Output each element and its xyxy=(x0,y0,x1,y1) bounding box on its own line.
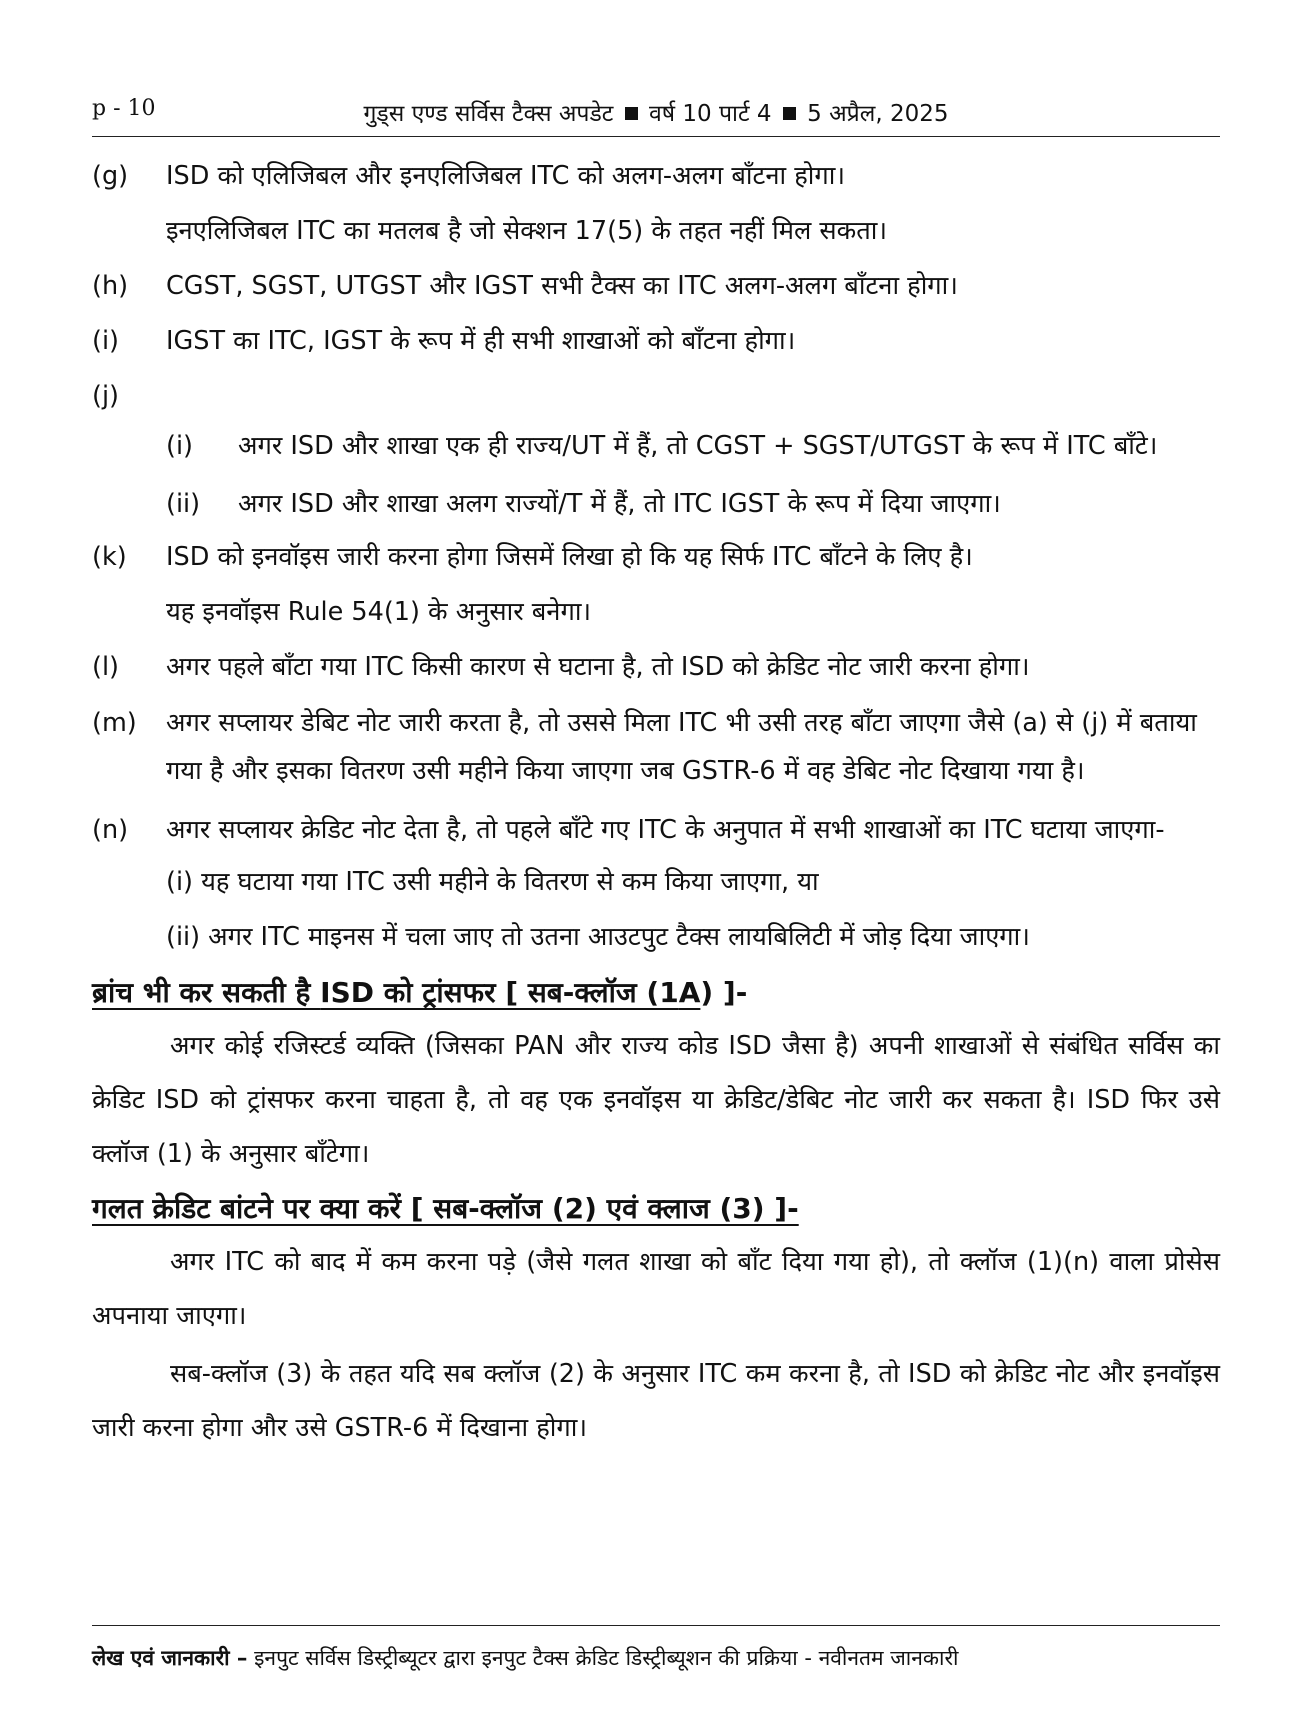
list-item-j xyxy=(92,369,1220,424)
sub-item-j-ii xyxy=(166,478,1220,530)
list-item-i xyxy=(92,314,1220,369)
heading-part: ब्रांच भी कर सकती है xyxy=(92,976,321,1009)
item-text-line: इनएलिजिबल ITC का मतलब है जो सेक्शन 17(5) के तहत नहीं मिल सकता। xyxy=(166,216,888,246)
item-text-line: ISD को एलिजिबल और इनएलिजिबल ITC को अलग-अलग बाँटना होगा। xyxy=(166,161,846,191)
paragraph: अगर ITC को बाद में कम करना पड़े (जैसे गलत शाखा को बाँट दिया गया हो), तो क्लॉज (1)(n) वाला प्रोसेस अपनाया जाएगा। xyxy=(92,1247,1220,1331)
square-bullet-icon xyxy=(783,107,796,120)
page xyxy=(92,92,1220,1455)
item-label: (i) xyxy=(92,326,119,356)
item-text: अगर सप्लायर डेबिट नोट जारी करता है, तो उससे मिला ITC भी उसी तरह बाँटा जाएगा जैसे (a) से (j) में बताया गया है और इसका वितरण उसी महीने किया जाएगा जब GSTR-6 में वह डेबिट नोट दिखाया गया है। xyxy=(166,708,1197,786)
header-title xyxy=(92,96,1220,128)
square-bullet-icon xyxy=(625,107,638,120)
item-text: अगर पहले बाँटा गया ITC किसी कारण से घटाना है, तो ISD को क्रेडिट नोट जारी करना होगा। xyxy=(166,652,1030,682)
item-label: (j) xyxy=(92,381,119,411)
sub-item-label: (ii) xyxy=(166,489,201,519)
issue-date: 5 अप्रैल, 2025 xyxy=(807,101,949,127)
page-header xyxy=(92,92,1220,137)
item-text: IGST का ITC, IGST के रूप में ही सभी शाखाओं को बाँटना होगा। xyxy=(166,326,796,356)
heading-part: को ट्रांसफर [ सब-क्लॉज (1 xyxy=(374,976,679,1009)
list-item-m xyxy=(92,699,1220,795)
volume-info: वर्ष 10 पार्ट 4 xyxy=(649,101,772,127)
sub-line-n-ii: (ii) अगर ITC माइनस में चला जाए तो उतना आउटपुट टैक्स लायबिलिटी में जोड़ दिया जाएगा। xyxy=(166,922,1030,952)
footer-text: इनपुट सर्विस डिस्ट्रीब्यूटर द्वारा इनपुट टैक्स क्रेडिट डिस्ट्रीब्यूशन की प्रक्रिया - नवीनतम जानकारी xyxy=(254,1646,959,1670)
section-heading-wrong-credit xyxy=(92,1183,1220,1235)
page-number: p - 10 xyxy=(92,96,156,121)
sub-line-n-i: (i) यह घटाया गया ITC उसी महीने के वितरण से कम किया जाएगा, या xyxy=(166,867,819,897)
sub-item-text: अगर ISD और शाखा अलग राज्यों/T में हैं, तो ITC IGST के रूप में दिया जाएगा। xyxy=(238,489,1001,519)
list-item-h xyxy=(92,259,1220,314)
item-text: अगर सप्लायर क्रेडिट नोट देता है, तो पहले बाँटे गए ITC के अनुपात में सभी शाखाओं का ITC घटाया जाएगा- xyxy=(166,815,1165,845)
item-label: (n) xyxy=(92,815,129,845)
heading-text: गलत क्रेडिट बांटने पर क्या करें [ सब-क्लॉज (2) एवं क्लाज (3) ]- xyxy=(92,1192,799,1225)
list-item-n xyxy=(92,805,1220,855)
page-footer xyxy=(92,1625,1220,1672)
item-label: (k) xyxy=(92,542,127,572)
footer-label: लेख एवं जानकारी – xyxy=(92,1646,248,1670)
item-label: (g) xyxy=(92,161,129,191)
publication-title: गुड्स एण्ड सर्विस टैक्स अपडेट xyxy=(363,101,614,127)
item-text-line: यह इनवॉइस Rule 54(1) के अनुसार बनेगा। xyxy=(166,597,592,627)
section-heading-branch-transfer xyxy=(92,967,1220,1019)
list-item-g xyxy=(92,149,1220,259)
item-text xyxy=(166,369,1220,424)
heading-part: A xyxy=(678,976,701,1009)
item-text-line: ISD को इनवॉइस जारी करना होगा जिसमें लिखा हो कि यह सिर्फ ITC बाँटने के लिए है। xyxy=(166,542,973,572)
item-label: (h) xyxy=(92,271,129,301)
list-item-k xyxy=(92,530,1220,640)
item-label: (m) xyxy=(92,708,137,738)
item-text: CGST, SGST, UTGST और IGST सभी टैक्स का ITC अलग-अलग बाँटना होगा। xyxy=(166,271,958,301)
paragraph: सब-क्लॉज (3) के तहत यदि सब क्लॉज (2) के अनुसार ITC कम करना है, तो ISD को क्रेडिट नोट और इनवॉइस जारी करना होगा और उसे GSTR-6 में दिखाना होगा। xyxy=(92,1359,1220,1443)
sub-item-text: अगर ISD और शाखा एक ही राज्य/UT में हैं, तो CGST + SGST/UTGST के रूप में ITC बाँटे। xyxy=(238,431,1158,461)
item-label: (l) xyxy=(92,652,119,682)
list-item-l xyxy=(92,640,1220,695)
heading-part: ) ]- xyxy=(700,976,748,1009)
heading-part: ISD xyxy=(320,976,374,1009)
sub-item-j-i xyxy=(166,422,1220,470)
sub-item-label: (i) xyxy=(166,431,193,461)
paragraph: अगर कोई रजिस्टर्ड व्यक्ति (जिसका PAN और राज्य कोड ISD जैसा है) अपनी शाखाओं से संबंधित सर्विस का क्रेडिट ISD को ट्रांसफर करना चाहता है, तो वह एक इनवॉइस या क्रेडिट/डेबिट नोट जारी कर सकता है। ISD फिर उसे क्लॉज (1) के अनुसार बाँटेगा। xyxy=(92,1031,1220,1169)
